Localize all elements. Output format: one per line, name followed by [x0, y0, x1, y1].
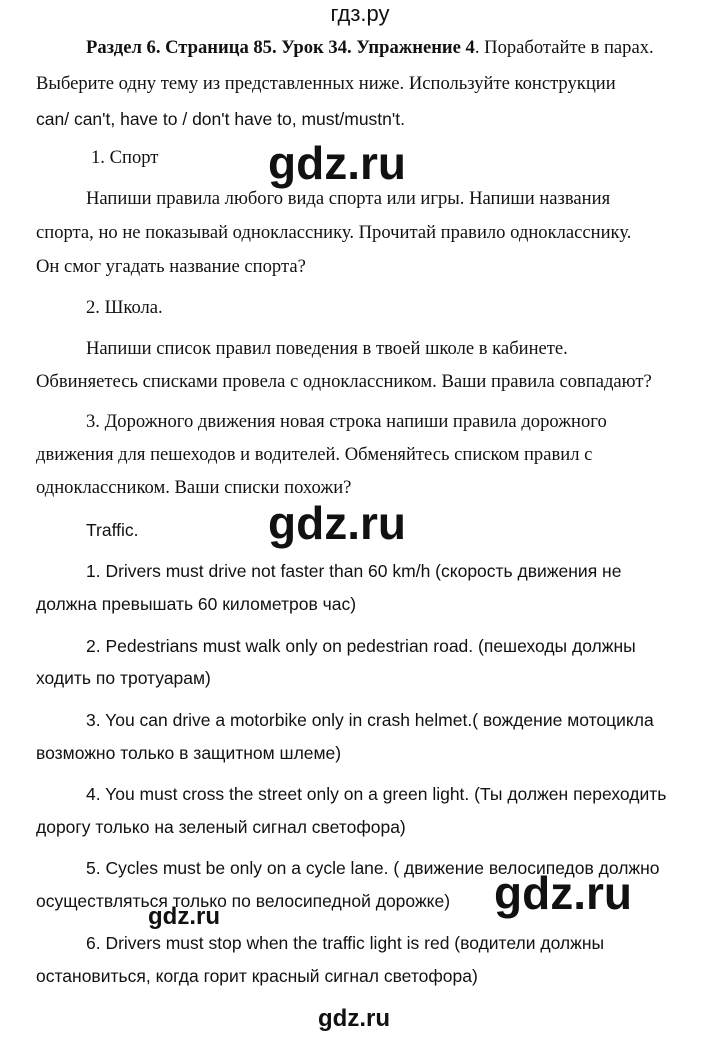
- school-line-1: Напиши список правил поведения в твоей школе в кабинете.: [86, 338, 568, 359]
- rule-5-line-2: осуществляться только по велосипедной дорожке): [36, 891, 451, 911]
- watermark-4: gdz.ru: [148, 903, 220, 930]
- task-line-3: can/ can't, have to / don't have to, must/mustn't.: [36, 109, 405, 129]
- rule-4-line-2: дорогу только на зеленый сигнал светофора): [36, 817, 406, 837]
- site-header: гдз.ру: [330, 1, 390, 26]
- traffic-line-1: 3. Дорожного движения новая строка напиши правила дорожного: [86, 411, 607, 432]
- rule-6-line-2: остановиться, когда горит красный сигнал светофора): [36, 966, 478, 986]
- rule-1-line-1: 1. Drivers must drive not faster than 60 km/h (скорость движения не: [86, 561, 622, 581]
- task-line-2: Выберите одну тему из представленных ниже. Используйте конструкции: [36, 73, 616, 94]
- rule-5-line-1: 5. Cycles must be only on a cycle lane. ( движение велосипедов должно: [86, 858, 660, 878]
- watermark-2: gdz.ru: [268, 497, 406, 549]
- task-label: Раздел 6. Страница 85. Урок 34. Упражнение 4: [86, 37, 475, 58]
- school-title: 2. Школа.: [86, 297, 163, 318]
- rule-3-line-1: 3. You can drive a motorbike only in crash helmet.( вождение мотоцикла: [86, 710, 654, 730]
- school-line-2: Обвиняетесь списками провела с одноклассником. Ваши правила совпадают?: [36, 371, 652, 392]
- rule-2-line-2: ходить по тротуарам): [36, 668, 211, 688]
- rule-2-line-1: 2. Pedestrians must walk only on pedestrian road. (пешеходы должны: [86, 636, 636, 656]
- watermark-3: gdz.ru: [494, 867, 632, 919]
- sport-line-2: спорта, но не показывай однокласснику. Прочитай правило однокласснику.: [36, 222, 632, 243]
- watermark-1: gdz.ru: [268, 137, 406, 189]
- traffic-line-2: движения для пешеходов и водителей. Обменяйтесь списком правил с: [36, 444, 593, 465]
- task-line-1: [86, 36, 654, 60]
- answer-title: Traffic.: [86, 520, 139, 540]
- watermark-5: gdz.ru: [318, 1005, 390, 1032]
- sport-line-3: Он смог угадать название спорта?: [36, 256, 306, 277]
- sport-title: 1. Спорт: [91, 147, 159, 168]
- rule-4-line-1: 4. You must cross the street only on a green light. (Ты должен переходить: [86, 784, 667, 804]
- rule-6-line-1: 6. Drivers must stop when the traffic light is red (водители должны: [86, 933, 605, 953]
- rule-3-line-2: возможно только в защитном шлеме): [36, 743, 342, 763]
- rule-1-line-2: должна превышать 60 километров час): [36, 594, 357, 614]
- task-line-1-rest: . Поработайте в парах.: [474, 37, 654, 58]
- traffic-line-3: одноклассником. Ваши списки похожи?: [36, 477, 352, 498]
- sport-line-1: Напиши правила любого вида спорта или игры. Напиши названия: [86, 188, 611, 209]
